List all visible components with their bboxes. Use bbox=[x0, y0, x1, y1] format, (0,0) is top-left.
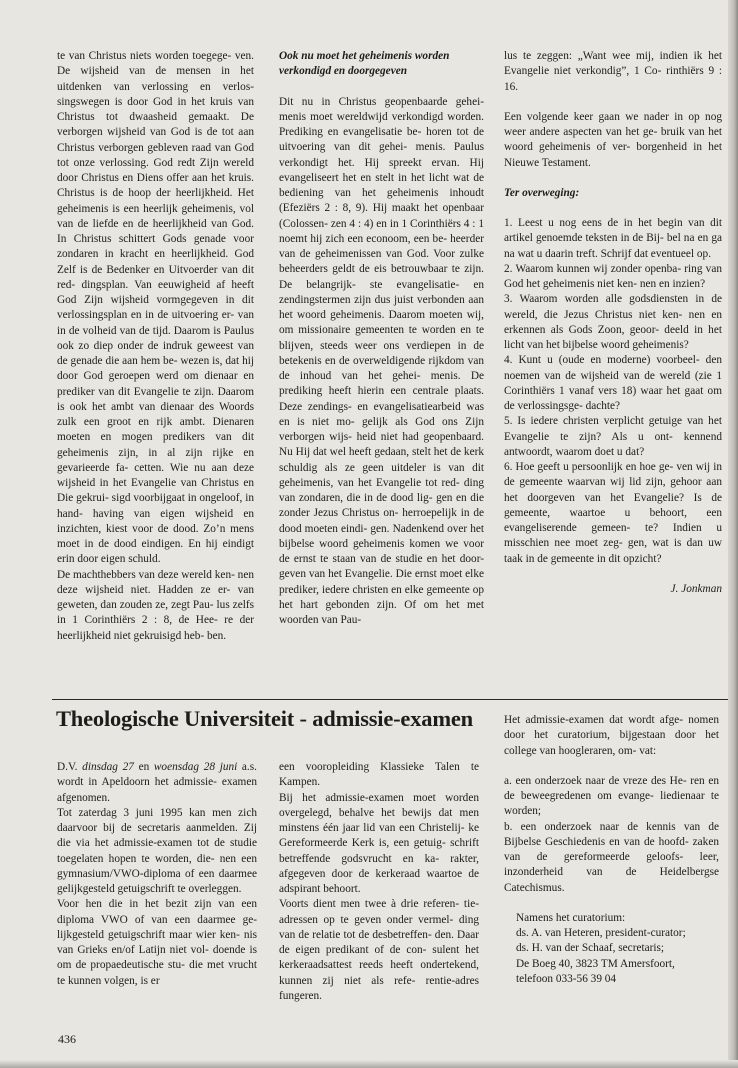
article2-col1-paragraph2: Tot zaterdag 3 juni 1995 kan men zich daarvoor bij de secretaris aanmelden. Zij die via het admissie-examen tot de studie toegelaten hopen te worden, die- nen een gymnasium/VWO-diploma of een daarmee gelijkgesteld getuigschrift te overleggen. bbox=[57, 806, 257, 895]
article2-column1 bbox=[57, 760, 257, 989]
curatorium-line-2: ds. H. van der Schaaf, secretaris; bbox=[516, 942, 665, 955]
section-divider bbox=[52, 699, 730, 700]
author-signature: J. Jonkman bbox=[670, 582, 722, 595]
article2-col1-paragraph1 bbox=[57, 760, 257, 806]
page-number: 436 bbox=[58, 1032, 76, 1046]
and-text: en bbox=[133, 761, 154, 773]
question-6: 6. Hoe geeft u persoonlijk en hoe ge- ven wij in de gemeente waarvan wij lid zijn, gehoor aan het doorgeven van het Evangelie? Is de gemeente, waartoe u behoort, een evangeliserende gemeen- te? Indien u misschien nee moet zeg- gen, wat is dan uw taak in de gemeente in dit opzicht? bbox=[504, 461, 722, 565]
article2-col1-paragraph3: Voor hen die in het bezit zijn van een diploma VWO of van een daarmee ge- lijkgesteld getuigschrift maar wier ken- nis van Grieks en/of Latijn niet vol- doende is om de propaedeutische stu- die met vrucht te kunnen volgen, is er bbox=[57, 898, 257, 987]
exam-day1: dinsdag 27 bbox=[82, 761, 134, 773]
article2-col3-item-b: b. een onderzoek naar de kennis van de Bijbelse Geschiedenis en van de hoofd- zaken van de gereformeerde geloofs- leer, inzonderheid van de Heidelbergse Catechismus. bbox=[504, 820, 719, 894]
article2-col2-paragraph1: een vooropleiding Klassieke Talen te Kampen. bbox=[279, 761, 479, 789]
article2-col3-paragraph1: Het admissie-examen dat wordt afge- nomen door het curatorium, bijgestaan door het college van hoogleraren, om- vat: bbox=[504, 714, 719, 757]
article1-column2 bbox=[279, 49, 484, 628]
question-4: 4. Kunt u (oude en moderne) voorbeel- den noemen van de wijsheid van de wereld (zie 1 Corinthiërs 1 vanaf vers 18) waar het gaat om de verlossingsge- dachte? bbox=[504, 354, 722, 412]
article1-col1-paragraph2: De machthebbers van deze wereld ken- nen deze wijsheid niet. Hadden ze er- van geweten, dan zouden ze, zegt Pau- lus zelfs in 1 Corinthiërs 2 : 8, de Hee- re der heerlijkheid niet gekruisigd heb- ben. bbox=[57, 568, 254, 642]
curatorium-heading: Namens het curatorium: bbox=[516, 911, 626, 924]
article1-col2-heading: Ook nu moet het geheimenis worden verkondigd en doorgegeven bbox=[279, 50, 450, 78]
curatorium-line-3: De Boeg 40, 3823 TM Amersfoort, bbox=[516, 957, 675, 970]
question-5: 5. Is iedere christen verplicht getuige van het Evangelie te zijn? Als u ont- kennend antwoordt, waarom doet u dat? bbox=[504, 415, 722, 458]
article1-col3-heading: Ter overweging: bbox=[504, 186, 580, 199]
question-3: 3. Waarom worden alle godsdiensten in de wereld, die Jezus Christus niet ken- nen en erkennen als Gods Zoon, geoor- deeld in het licht van het bijbelse woord geheimenis? bbox=[504, 293, 722, 351]
curatorium-line-1: ds. A. van Heteren, president-curator; bbox=[516, 927, 686, 939]
dv-text: D.V. bbox=[57, 761, 83, 773]
article1-col3-intro: lus te zeggen: „Want wee mij, indien ik het Evangelie niet verkondig”, 1 Co- rinthiërs 9 : 16. bbox=[504, 50, 722, 93]
article1-column3 bbox=[504, 49, 722, 597]
article2-col3-item-a: a. een onderzoek naar de vreze des He- ren en de beweegredenen om evange- liedienaar te worden; bbox=[504, 774, 719, 818]
question-1: 1. Leest u nog eens de in het begin van dit artikel genoemde teksten in de Bij- bel na en ga na wat u daarin treft. Schrijf dat eventueel op. bbox=[504, 217, 722, 260]
article2-title: Theologische Universiteit - admissie-examen bbox=[56, 706, 473, 731]
article1-col3-next: Een volgende keer gaan we nader in op nog weer andere aspecten van het ge- bruik van het woord geheimenis of ver- borgenheid in het Nieuwe Testament. bbox=[504, 110, 722, 169]
binding-edge bbox=[728, 0, 738, 1068]
article2-column2 bbox=[279, 760, 479, 1004]
article1-column1 bbox=[57, 49, 254, 644]
curatorium-line-4: telefoon 033-56 39 04 bbox=[516, 972, 617, 985]
article1-col1-paragraph1: te van Christus niets worden toegege- ven. De wijsheid van de mensen in het uitdenken van verlossing en verlos- singswegen is door God in het kruis van Christus tot dwaasheid gemaakt. De verborgen wijsheid van God is de tot aan Christus verborgen gebleven raad van God tot onze verlossing. God redt Zijn wereld door Christus en Diens offer aan het kruis. Christus is de hoop der heerlijkheid. Het geheimenis is een heerlijk geheimenis, vol van de liefde en de heerlijkheid van God. In Christus schittert Gods genade voor zondaren in kracht en heerlijkheid. God Zelf is de Bedenker en Uitvoerder van dit red- dingsplan. Van eeuwigheid af heeft God Zijn wijsheid vormgegeven in dit verlossingsplan en in de uitvoering er- van in de volheid van de tijd. Daarom is Paulus ook zo diep onder de indruk geweest van de genade die aan hem be- wezen is, dat hij door God geroepen werd om dienaar en prediker van dit Evangelie te zijn. Daarom is ook het ambt van dienaar des Woords zulk een groot en rijk ambt. Dienaren moeten en mogen predikers van dit geheimenis zijn, in al zijn rijke en gevarieerde fa- cetten. Wie nu aan deze wijsheid in het Evangelie van Christus en Die gekrui- sigd voorbijgaat in ongeloof, in hand- having van eigen wijsheid en inzichten, kiest voor de dood. Zo’n mens moet in de dood eindigen. En hij eindigt erin door eigen schuld. bbox=[57, 50, 254, 566]
article2-column3 bbox=[504, 713, 719, 987]
article2-col2-paragraph2: Bij het admissie-examen moet worden overgelegd, behalve het bewijs dat men minstens één jaar lid van een Christelij- ke Gereformeerde Kerk is, een getuig- schrift betreffende godsvrucht en ka- rakter, afgegeven door de kerkeraad waartoe de adspirant behoort. bbox=[279, 791, 479, 895]
exam-location-text: a.s. wordt in Apeldoorn het admissie- examen afgenomen. bbox=[57, 761, 257, 804]
bottom-edge-shadow bbox=[0, 1060, 738, 1068]
article1-col2-paragraph: Dit nu in Christus geopenbaarde gehei- menis moet wereldwijd verkondigd worden. Prediking en evangelisatie be- horen tot de uitvoering van dit gehei- menis. Paulus verkondigt het. Hij spreekt ervan. Hij evangeliseert het en stelt in het licht wat de bediening van het geheimenis inhoudt (Efeziërs 2 : 8, 9). Hij maakt het openbaar (Colossen- zen 4 : 4) en in 1 Corinthiërs 4 : 1 noemt hij zich een econoom, een be- heerder van de geheimenissen van God. Voor zulke beheerders geldt de eis betrouwbaar te zijn. De belangrijk- ste evangelisatie- en zendingstermen zijn dus juist verbonden aan het woord geheimenis. Daarom moeten wij, om missionaire gemeenten te worden en te blijven, steeds weer ons verdiepen in de betekenis en de overweldigende rijkdom van de inhoud van het gehei- menis. De prediking heeft hierin een centrale plaats. Deze zendings- en evangelisatiearbeid was en is niet mo- gelijk als God ons Zijn verborgen wijs- heid niet had geopenbaard. Nu Hij dat wel heeft gedaan, stelt het de kerk schuldig als ze geen uitdeler is van dit geheimenis, van het Evangelie tot red- ding van zondaren, die in de dood lig- gen en die zonder Jezus Christus on- herroepelijk in de dood moeten eindi- gen. Nadenkend over het bijbelse woord geheimenis komen we voor de ernst te staan van de studie en het door- geven van het Evangelie. Die ernst moet elke prediker, iedere christen en elke gemeente op het hart gebonden zijn. Of om het met woorden van Pau- bbox=[279, 95, 484, 626]
question-2: 2. Waarom kunnen wij zonder openba- ring van God het geheimenis niet ken- nen en inzien? bbox=[504, 262, 722, 290]
exam-day2: woensdag 28 juni bbox=[153, 761, 238, 773]
article2-col2-paragraph3: Voorts dient men twee à drie referen- tie-adressen op te geven onder vermel- ding van de relatie tot de desbetreffen- den. Daar de eigen predikant of de con- sulent het kerkeraadsattest reeds heeft ondertekend, kunnen zij niet als refe- rentie-adres fungeren. bbox=[279, 898, 479, 1002]
